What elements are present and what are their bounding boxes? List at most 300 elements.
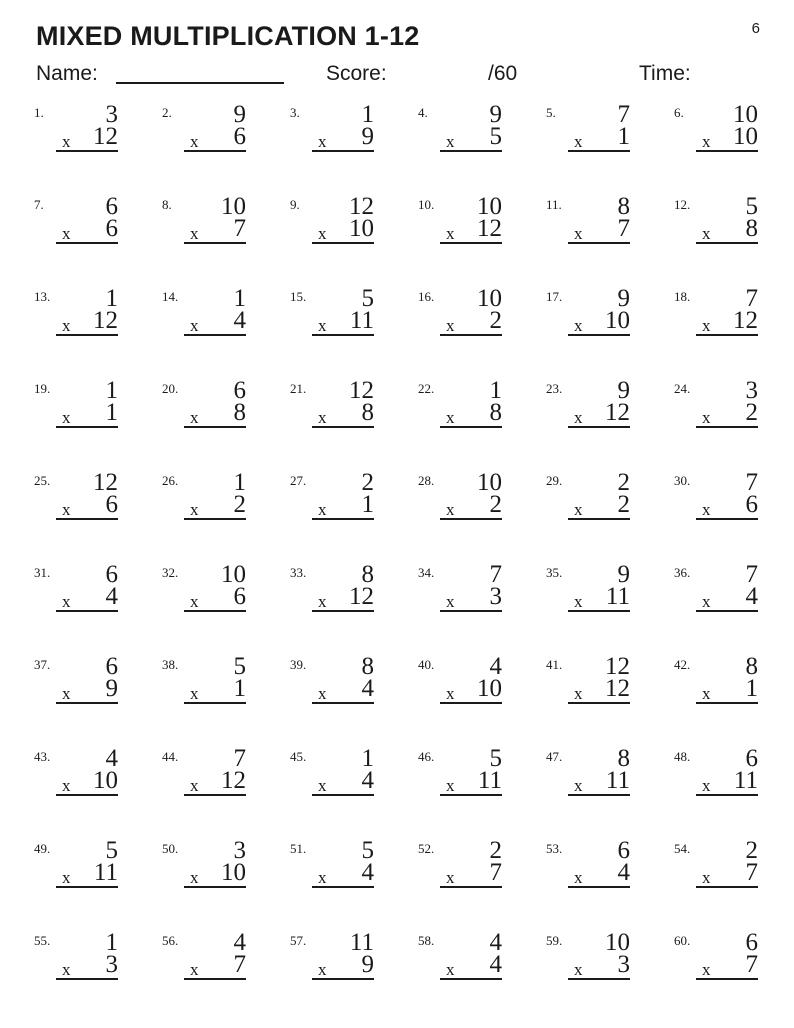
multiplier: 7 (489, 859, 502, 886)
answer-line (440, 426, 502, 428)
problem-item (162, 284, 290, 376)
problem-number: 16. (418, 289, 435, 304)
times-sign: x (62, 868, 71, 887)
times-sign: x (318, 868, 327, 887)
page-number: 6 (751, 20, 760, 37)
multiplicand: 4 (489, 929, 502, 956)
multiplier: 2 (617, 491, 630, 518)
problem-item (674, 560, 794, 652)
answer-line (696, 334, 758, 336)
multiplier: 12 (349, 583, 374, 610)
problem-number: 15. (290, 289, 307, 304)
times-sign: x (574, 224, 583, 243)
problem-item (418, 468, 546, 560)
problem-item (674, 836, 794, 928)
answer-line (568, 886, 630, 888)
multiplier: 11 (93, 859, 118, 886)
multiplier: 10 (93, 767, 118, 794)
multiplicand: 1 (105, 377, 118, 404)
problem-item (418, 560, 546, 652)
problem-item (162, 928, 290, 1020)
times-sign: x (190, 960, 199, 979)
times-sign: x (190, 408, 199, 427)
problem-number: 34. (418, 565, 435, 580)
answer-line (56, 518, 118, 520)
times-sign: x (62, 684, 71, 703)
multiplier: 1 (361, 491, 374, 518)
problem-item (546, 836, 674, 928)
multiplicand: 9 (233, 101, 246, 128)
problem-item (674, 652, 794, 744)
times-sign: x (574, 776, 583, 795)
times-sign: x (318, 316, 327, 335)
multiplicand: 8 (361, 653, 374, 680)
problem-item (290, 100, 418, 192)
problem-item (418, 744, 546, 836)
multiplicand: 2 (745, 837, 758, 864)
multiplier: 1 (233, 675, 246, 702)
problem-item (34, 284, 162, 376)
problem-item (162, 744, 290, 836)
problem-number: 8. (162, 197, 172, 212)
answer-line (568, 978, 630, 980)
multiplier: 11 (477, 767, 502, 794)
times-sign: x (318, 132, 327, 151)
multiplicand: 12 (605, 653, 630, 680)
multiplier: 12 (477, 215, 502, 242)
name-label: Name: (36, 62, 98, 85)
times-sign: x (574, 960, 583, 979)
multiplier: 2 (233, 491, 246, 518)
answer-line (440, 886, 502, 888)
multiplicand: 2 (489, 837, 502, 864)
answer-line (568, 426, 630, 428)
answer-line (312, 886, 374, 888)
problem-number: 19. (34, 381, 51, 396)
problem-item (34, 468, 162, 560)
times-sign: x (62, 500, 71, 519)
times-sign: x (446, 500, 455, 519)
problem-number: 4. (418, 105, 428, 120)
problem-number: 30. (674, 473, 691, 488)
multiplicand: 7 (489, 561, 502, 588)
times-sign: x (62, 224, 71, 243)
problem-item (290, 560, 418, 652)
multiplier: 8 (745, 215, 758, 242)
problem-number: 14. (162, 289, 179, 304)
problem-item (34, 744, 162, 836)
multiplier: 4 (489, 951, 502, 978)
multiplier: 7 (233, 951, 246, 978)
times-sign: x (702, 868, 711, 887)
problem-number: 22. (418, 381, 435, 396)
problem-number: 57. (290, 933, 307, 948)
answer-line (312, 702, 374, 704)
times-sign: x (446, 316, 455, 335)
problem-number: 32. (162, 565, 179, 580)
multiplicand: 8 (617, 745, 630, 772)
problem-item (290, 284, 418, 376)
answer-line (312, 150, 374, 152)
times-sign: x (62, 316, 71, 335)
problem-item (418, 192, 546, 284)
answer-line (56, 886, 118, 888)
times-sign: x (446, 592, 455, 611)
multiplicand: 1 (361, 101, 374, 128)
multiplier: 4 (745, 583, 758, 610)
times-sign: x (574, 868, 583, 887)
problem-item (546, 744, 674, 836)
problem-item (162, 836, 290, 928)
multiplicand: 12 (93, 469, 118, 496)
answer-line (568, 794, 630, 796)
multiplier: 4 (361, 859, 374, 886)
problem-number: 53. (546, 841, 563, 856)
multiplicand: 1 (233, 285, 246, 312)
answer-line (696, 978, 758, 980)
problem-item (418, 652, 546, 744)
problem-item (546, 100, 674, 192)
times-sign: x (446, 960, 455, 979)
answer-line (440, 702, 502, 704)
problem-number: 47. (546, 749, 563, 764)
problem-number: 39. (290, 657, 307, 672)
problem-number: 33. (290, 565, 307, 580)
answer-line (568, 242, 630, 244)
multiplicand: 5 (233, 653, 246, 680)
problem-item (674, 100, 794, 192)
multiplicand: 7 (745, 469, 758, 496)
answer-line (56, 978, 118, 980)
problem-number: 40. (418, 657, 435, 672)
times-sign: x (574, 316, 583, 335)
multiplier: 6 (745, 491, 758, 518)
multiplicand: 6 (105, 561, 118, 588)
multiplicand: 8 (745, 653, 758, 680)
answer-line (696, 150, 758, 152)
problem-number: 23. (546, 381, 563, 396)
multiplier: 4 (233, 307, 246, 334)
multiplier: 11 (349, 307, 374, 334)
multiplicand: 1 (105, 929, 118, 956)
answer-line (56, 150, 118, 152)
multiplier: 3 (489, 583, 502, 610)
problem-number: 29. (546, 473, 563, 488)
times-sign: x (318, 500, 327, 519)
multiplicand: 6 (233, 377, 246, 404)
name-blank-line (116, 82, 284, 84)
answer-line (184, 886, 246, 888)
multiplicand: 1 (105, 285, 118, 312)
multiplicand: 5 (745, 193, 758, 220)
multiplier: 10 (477, 675, 502, 702)
multiplier: 2 (489, 491, 502, 518)
multiplicand: 6 (745, 745, 758, 772)
problem-number: 28. (418, 473, 435, 488)
multiplier: 4 (361, 675, 374, 702)
multiplicand: 4 (233, 929, 246, 956)
answer-line (312, 334, 374, 336)
multiplicand: 10 (477, 285, 502, 312)
multiplier: 12 (733, 307, 758, 334)
answer-line (312, 610, 374, 612)
times-sign: x (574, 684, 583, 703)
problem-item (418, 100, 546, 192)
answer-line (568, 518, 630, 520)
problem-item (290, 468, 418, 560)
answer-line (56, 334, 118, 336)
times-sign: x (446, 776, 455, 795)
worksheet-title: MIXED MULTIPLICATION 1-12 (36, 21, 420, 51)
problem-item (162, 652, 290, 744)
problem-number: 49. (34, 841, 51, 856)
answer-line (56, 702, 118, 704)
problem-number: 36. (674, 565, 691, 580)
multiplicand: 7 (745, 285, 758, 312)
multiplicand: 3 (233, 837, 246, 864)
answer-line (184, 242, 246, 244)
multiplier: 1 (745, 675, 758, 702)
problem-number: 38. (162, 657, 179, 672)
problem-item (34, 376, 162, 468)
multiplicand: 1 (233, 469, 246, 496)
times-sign: x (190, 500, 199, 519)
multiplier: 3 (105, 951, 118, 978)
times-sign: x (62, 408, 71, 427)
multiplicand: 9 (617, 285, 630, 312)
problem-number: 10. (418, 197, 435, 212)
multiplier: 9 (361, 123, 374, 150)
problem-number: 6. (674, 105, 684, 120)
problem-item (674, 376, 794, 468)
times-sign: x (190, 776, 199, 795)
answer-line (56, 794, 118, 796)
problem-item (418, 928, 546, 1020)
multiplicand: 1 (361, 745, 374, 772)
answer-line (56, 426, 118, 428)
problem-item (418, 284, 546, 376)
multiplicand: 11 (349, 929, 374, 956)
answer-line (184, 150, 246, 152)
problem-number: 46. (418, 749, 435, 764)
answer-line (568, 150, 630, 152)
multiplicand: 4 (105, 745, 118, 772)
problem-number: 59. (546, 933, 563, 948)
multiplicand: 12 (349, 377, 374, 404)
problem-item (674, 928, 794, 1020)
problem-number: 17. (546, 289, 563, 304)
problem-number: 7. (34, 197, 44, 212)
times-sign: x (318, 592, 327, 611)
problem-number: 26. (162, 473, 179, 488)
problem-number: 24. (674, 381, 691, 396)
multiplier: 1 (617, 123, 630, 150)
answer-line (312, 242, 374, 244)
problem-item (290, 928, 418, 1020)
multiplicand: 5 (361, 285, 374, 312)
multiplicand: 6 (105, 653, 118, 680)
times-sign: x (190, 592, 199, 611)
problem-number: 50. (162, 841, 179, 856)
multiplier: 12 (93, 123, 118, 150)
answer-line (568, 702, 630, 704)
multiplier: 7 (617, 215, 630, 242)
problem-number: 12. (674, 197, 691, 212)
problem-number: 27. (290, 473, 307, 488)
times-sign: x (446, 868, 455, 887)
multiplicand: 4 (489, 653, 502, 680)
multiplicand: 6 (617, 837, 630, 864)
multiplicand: 9 (617, 561, 630, 588)
problem-number: 44. (162, 749, 179, 764)
times-sign: x (62, 960, 71, 979)
multiplier: 12 (605, 675, 630, 702)
answer-line (440, 334, 502, 336)
answer-line (184, 334, 246, 336)
multiplicand: 10 (477, 469, 502, 496)
multiplier: 8 (489, 399, 502, 426)
problem-number: 55. (34, 933, 51, 948)
answer-line (440, 518, 502, 520)
problem-item (34, 928, 162, 1020)
problem-item (546, 376, 674, 468)
multiplier: 11 (733, 767, 758, 794)
multiplier: 10 (605, 307, 630, 334)
problem-number: 52. (418, 841, 435, 856)
answer-line (184, 794, 246, 796)
multiplier: 7 (233, 215, 246, 242)
multiplier: 6 (105, 491, 118, 518)
problem-number: 54. (674, 841, 691, 856)
multiplicand: 7 (233, 745, 246, 772)
multiplicand: 5 (105, 837, 118, 864)
answer-line (696, 518, 758, 520)
multiplier: 11 (605, 583, 630, 610)
answer-line (312, 978, 374, 980)
problem-item (34, 836, 162, 928)
problem-item (34, 100, 162, 192)
answer-line (696, 702, 758, 704)
multiplier: 2 (489, 307, 502, 334)
multiplicand: 8 (361, 561, 374, 588)
multiplier: 10 (221, 859, 246, 886)
times-sign: x (702, 224, 711, 243)
problem-number: 11. (546, 197, 562, 212)
multiplicand: 5 (361, 837, 374, 864)
multiplier: 8 (233, 399, 246, 426)
times-sign: x (190, 224, 199, 243)
problem-number: 1. (34, 105, 44, 120)
multiplier: 9 (105, 675, 118, 702)
problem-item (290, 192, 418, 284)
multiplicand: 3 (105, 101, 118, 128)
multiplicand: 6 (745, 929, 758, 956)
problem-number: 43. (34, 749, 51, 764)
times-sign: x (574, 592, 583, 611)
problem-number: 13. (34, 289, 51, 304)
answer-line (184, 426, 246, 428)
answer-line (184, 518, 246, 520)
problem-number: 31. (34, 565, 51, 580)
times-sign: x (702, 316, 711, 335)
multiplier: 12 (221, 767, 246, 794)
problem-number: 2. (162, 105, 172, 120)
problem-number: 41. (546, 657, 563, 672)
problem-item (546, 652, 674, 744)
problem-number: 37. (34, 657, 51, 672)
answer-line (696, 426, 758, 428)
score-label: Score: (326, 62, 387, 85)
times-sign: x (702, 132, 711, 151)
multiplicand: 2 (361, 469, 374, 496)
multiplier: 6 (105, 215, 118, 242)
multiplicand: 6 (105, 193, 118, 220)
problem-number: 42. (674, 657, 691, 672)
multiplier: 6 (233, 123, 246, 150)
problem-number: 48. (674, 749, 691, 764)
times-sign: x (318, 684, 327, 703)
problem-number: 18. (674, 289, 691, 304)
multiplier: 3 (617, 951, 630, 978)
problem-number: 3. (290, 105, 300, 120)
times-sign: x (574, 132, 583, 151)
answer-line (312, 794, 374, 796)
times-sign: x (318, 960, 327, 979)
times-sign: x (318, 408, 327, 427)
times-sign: x (318, 776, 327, 795)
times-sign: x (702, 960, 711, 979)
times-sign: x (62, 776, 71, 795)
problem-item (546, 560, 674, 652)
problem-item (418, 376, 546, 468)
problem-item (290, 652, 418, 744)
multiplicand: 10 (221, 561, 246, 588)
times-sign: x (446, 408, 455, 427)
multiplier: 12 (93, 307, 118, 334)
multiplier: 4 (617, 859, 630, 886)
multiplicand: 9 (489, 101, 502, 128)
times-sign: x (190, 868, 199, 887)
times-sign: x (446, 224, 455, 243)
answer-line (696, 886, 758, 888)
problem-number: 21. (290, 381, 307, 396)
times-sign: x (702, 592, 711, 611)
multiplier: 7 (745, 859, 758, 886)
multiplicand: 9 (617, 377, 630, 404)
problem-item (34, 652, 162, 744)
times-sign: x (702, 684, 711, 703)
times-sign: x (574, 500, 583, 519)
problem-item (34, 560, 162, 652)
multiplier: 5 (489, 123, 502, 150)
answer-line (696, 794, 758, 796)
answer-line (440, 610, 502, 612)
multiplicand: 12 (349, 193, 374, 220)
answer-line (184, 610, 246, 612)
problem-item (34, 192, 162, 284)
multiplier: 6 (233, 583, 246, 610)
answer-line (440, 978, 502, 980)
multiplier: 4 (361, 767, 374, 794)
times-sign: x (190, 132, 199, 151)
problem-item (162, 100, 290, 192)
times-sign: x (702, 500, 711, 519)
answer-line (440, 150, 502, 152)
multiplier: 10 (349, 215, 374, 242)
times-sign: x (446, 684, 455, 703)
multiplicand: 3 (745, 377, 758, 404)
multiplicand: 8 (617, 193, 630, 220)
